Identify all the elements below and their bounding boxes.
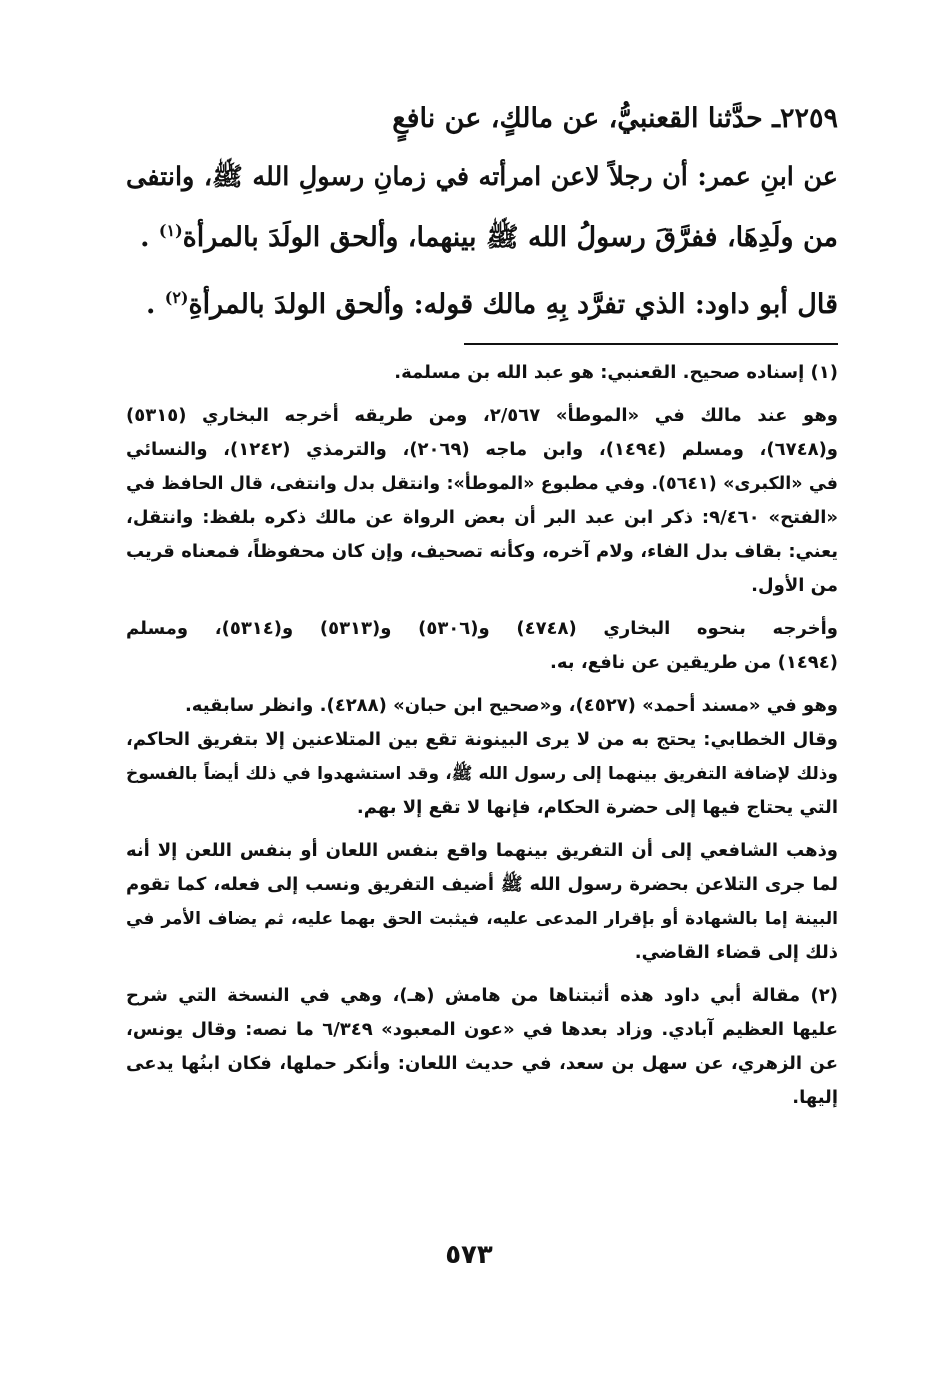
page-number: ٥٧٣ xyxy=(445,1240,493,1270)
footnotes xyxy=(126,356,838,1124)
footnote-line: وذهب الشافعي إلى أن التفريق بينهما واقع بنفس اللعان أو بنفس اللعن إلا أنه xyxy=(126,840,838,861)
abu-dawud-text: قال أبو داود: الذي تفرَّد بِهِ مالك قوله: وألحق الولدَ بالمرأةِ xyxy=(188,289,838,320)
abu-dawud-end: . xyxy=(145,289,156,320)
hadith-text-end: . xyxy=(140,222,150,253)
footnote-1-shafii xyxy=(126,834,838,970)
footnote-line: (١) إسناده صحيح. القعنبي: هو عبد الله بن مسلمة. xyxy=(394,362,838,383)
hadith-text-line xyxy=(126,204,838,265)
footnote-line: يعني: بقاف بدل الفاء، ولام آخره، وكأنه تصحيف، وإن كان محفوظاً، فمعناه قريب xyxy=(126,541,838,562)
footnote-line: وقال الخطابي: يحتج به من لا يرى البينونة تقع بين المتلاعنين إلا بتفريق الحاكم، xyxy=(126,729,838,750)
footnote-line: عن الزهري، عن سهل بن سعد، في حديث اللعان: وأنكر حملها، فكان ابنُها يدعى xyxy=(126,1053,838,1074)
footnote-line: وهو عند مالك في «الموطأ» ٢/٥٦٧، ومن طريقه أخرجه البخاري (٥٣١٥) xyxy=(126,405,838,426)
footnote-ref-1: (١) xyxy=(158,221,183,240)
footnote-line: ذلك إلى قضاء القاضي. xyxy=(634,942,838,963)
footnote-1-similar xyxy=(126,612,838,680)
footnote-line: التي يحتاج فيها إلى حضرة الحكام، فإنها لا تقع إلا بهم. xyxy=(356,797,838,818)
footnote-line: في «الكبرى» (٥٦٤١). وفي مطبوع «الموطأ»: وانتقل بدل وانتفى، قال الحافظ في xyxy=(126,474,838,494)
footnote-line: وأخرجه بنحوه البخاري (٤٧٤٨) و(٥٣٠٦) و(٥٣١٣) و(٥٣١٤)، ومسلم xyxy=(126,618,838,639)
footnote-line: (٢) مقالة أبي داود هذه أثبتناها من هامش (هـ)، وهي في النسخة التي شرح xyxy=(126,985,838,1006)
footnote-line: عليها العظيم آبادي. وزاد بعدها في «عون المعبود» ٦/٣٤٩ ما نصه: وقال يونس، xyxy=(126,1019,838,1040)
footnote-line: (١٤٩٤) من طريقين عن نافع، به. xyxy=(550,652,838,673)
footnote-line: «الفتح» ٩/٤٦٠: ذكر ابن عبد البر أن بعض الرواة عن مالك ذكره بلفظ: وانتقل، xyxy=(126,507,838,528)
hadith-chain: ٢٢٥٩ـ حدَّثنا القعنبيُّ، عن مالكٍ، عن نافعٍ xyxy=(392,103,838,134)
hadith-text-line-content: من ولَدِهَا، ففرَّقَ رسولُ الله ﷺ بينهما، وألحق الولَدَ بالمرأة xyxy=(182,222,838,253)
footnote-line: إليها. xyxy=(792,1087,838,1108)
footnote-line: من الأول. xyxy=(751,575,838,596)
footnote-ref-2: (٢) xyxy=(164,288,189,307)
footnote-1-sources xyxy=(126,399,838,603)
footnote-line: البينة إما بالشهادة أو بإقرار المدعى عليه، فيثبت الحق بهما عليه، ثم يضاف الأمر في xyxy=(126,909,838,929)
footnote-1-intro xyxy=(126,356,838,390)
footnote-divider xyxy=(464,343,838,345)
footnote-line: وهو في «مسند أحمد» (٤٥٢٧)، و«صحيح ابن حبان» (٤٢٨٨). وانظر سابقيه. xyxy=(184,695,838,716)
footnote-1-khattabi xyxy=(126,689,838,825)
footnote-line: و(٦٧٤٨)، ومسلم (١٤٩٤)، وابن ماجه (٢٠٦٩)، والترمذي (١٢٤٢)، والنسائي xyxy=(126,439,838,460)
hadith-text-line: عن ابنِ عمر: أن رجلاً لاعن امرأته في زمانِ رسولِ الله ﷺ، وانتفى xyxy=(126,162,838,192)
footnote-2 xyxy=(126,979,838,1115)
hadith-matn xyxy=(126,150,838,265)
abu-dawud-line xyxy=(126,271,838,332)
footnote-line: وذلك لإضافة التفريق بينهما إلى رسول الله ﷺ، وقد استشهدوا في ذلك أيضاً بالفسوخ xyxy=(126,764,838,784)
abu-dawud-comment xyxy=(126,271,838,332)
footnote-line: لما جرى التلاعن بحضرة رسول الله ﷺ أضيف التفريق ونسب إلى فعله، كما تقوم xyxy=(126,874,838,895)
hadith-main-text xyxy=(126,92,838,332)
